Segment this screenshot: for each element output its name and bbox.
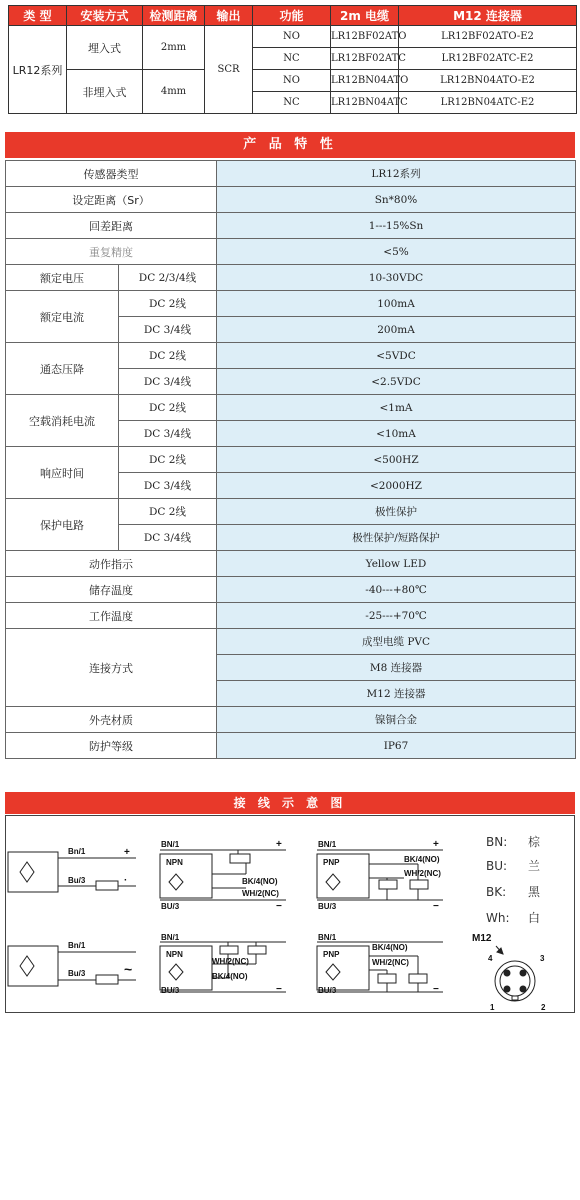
function-cell: NC (253, 48, 331, 70)
header-function: 功能 (253, 6, 331, 26)
prop-sub-label: DC 2线 (119, 447, 217, 473)
legend-code: Wh: (486, 911, 510, 925)
prop-value: LR12系列 (217, 161, 576, 187)
prop-value: M12 连接器 (217, 681, 576, 707)
ac-label: ~ (124, 961, 133, 977)
m12-model-cell: LR12BN04ATO-E2 (399, 70, 577, 92)
prop-value: <1mA (217, 395, 576, 421)
table-row (6, 213, 576, 239)
table-row (6, 499, 576, 525)
cable-model-cell: LR12BN04ATC (331, 92, 399, 114)
table-row (6, 187, 576, 213)
m12-connector-icon (495, 946, 535, 1001)
pnp-label: PNP (323, 950, 340, 959)
prop-sub-label: DC 3/4线 (119, 525, 217, 551)
function-cell: NO (253, 26, 331, 48)
prop-label: 空载消耗电流 (6, 395, 119, 447)
wire-label: BN/1 (318, 840, 337, 849)
prop-sub-label: DC 2线 (119, 499, 217, 525)
table-row (6, 161, 576, 187)
wire-label: BK/4(NO) (242, 877, 278, 886)
wire-label: BK/4(NO) (372, 943, 408, 952)
pin-number: 4 (488, 954, 493, 963)
legend-color: 兰 (528, 859, 541, 873)
wire-label: Bu/3 (68, 969, 86, 978)
prop-sub-label: DC 3/4线 (119, 421, 217, 447)
prop-value: M8 连接器 (217, 655, 576, 681)
prop-label: 重复精度 (6, 239, 217, 265)
prop-sub-label: DC 2线 (119, 291, 217, 317)
legend-color: 棕 (528, 835, 541, 849)
prop-value: 1---15%Sn (217, 213, 576, 239)
wire-label: BN/1 (161, 840, 180, 849)
prop-sub-label: DC 3/4线 (119, 317, 217, 343)
wire-label: Bu/3 (68, 876, 86, 885)
prop-label: 外壳材质 (6, 707, 217, 733)
npn-label: NPN (166, 950, 183, 959)
table-row (6, 629, 576, 655)
wire-label: BN/1 (318, 933, 337, 942)
prop-value: 极性保护 (217, 499, 576, 525)
table-row (6, 239, 576, 265)
wiring-title: 接 线 示 意 图 (5, 792, 575, 814)
prop-label: 储存温度 (6, 577, 217, 603)
distance-cell: 2mm (143, 26, 205, 70)
table-row (6, 733, 576, 759)
legend-color: 黑 (528, 885, 541, 899)
wire-label: WH/2(NC) (372, 958, 409, 967)
wire-label: BK/4(NO) (404, 855, 440, 864)
prop-label: 动作指示 (6, 551, 217, 577)
npn-label: NPN (166, 858, 183, 867)
model-table-header (9, 6, 577, 26)
cable-model-cell: LR12BF02ATC (331, 48, 399, 70)
prop-value: 200mA (217, 317, 576, 343)
properties-table (5, 160, 576, 759)
prop-sub-label: DC 3/4线 (119, 473, 217, 499)
output-cell: SCR (205, 26, 253, 114)
prop-label: 回差距离 (6, 213, 217, 239)
header-cable: 2m 电缆 (331, 6, 399, 26)
m12-model-cell: LR12BF02ATO-E2 (399, 26, 577, 48)
table-row (6, 343, 576, 369)
prop-value: 极性保护/短路保护 (217, 525, 576, 551)
wire-label: BU/3 (318, 986, 337, 995)
prop-value: Sn*80% (217, 187, 576, 213)
cable-model-cell: LR12BF02ATO (331, 26, 399, 48)
prop-label: 防护等级 (6, 733, 217, 759)
m12-model-cell: LR12BF02ATC-E2 (399, 48, 577, 70)
polarity-label: − (276, 984, 282, 995)
polarity-label: · (124, 875, 128, 886)
prop-sub-label: DC 3/4线 (119, 369, 217, 395)
prop-value: <5VDC (217, 343, 576, 369)
table-row (6, 551, 576, 577)
prop-value: <2000HZ (217, 473, 576, 499)
wire-label: BU/3 (161, 986, 180, 995)
prop-value: 10-30VDC (217, 265, 576, 291)
wire-label: WH/2(NC) (404, 869, 441, 878)
wire-label: WH/2(NC) (242, 889, 279, 898)
m12-model-cell: LR12BN04ATC-E2 (399, 92, 577, 114)
pin-number: 2 (541, 1003, 546, 1012)
wiring-diagrams (6, 816, 574, 1012)
prop-label: 连接方式 (6, 629, 217, 707)
table-row (6, 707, 576, 733)
table-row (6, 291, 576, 317)
prop-label: 额定电流 (6, 291, 119, 343)
prop-value: <500HZ (217, 447, 576, 473)
legend-color: 白 (528, 911, 541, 925)
prop-value: 镍铜合金 (217, 707, 576, 733)
header-m12: M12 连接器 (399, 6, 577, 26)
prop-sub-label: DC 2/3/4线 (119, 265, 217, 291)
pin-number: 1 (490, 1003, 495, 1012)
prop-label: 工作温度 (6, 603, 217, 629)
wiring-2wire-dc (8, 852, 136, 892)
prop-label: 设定距离（Sr） (6, 187, 217, 213)
wire-label: BN/1 (161, 933, 180, 942)
prop-value: -25---+70℃ (217, 603, 576, 629)
prop-value: -40---+80℃ (217, 577, 576, 603)
prop-value: <10mA (217, 421, 576, 447)
table-row (9, 70, 577, 92)
model-table (8, 5, 577, 114)
table-row (6, 395, 576, 421)
prop-value: IP67 (217, 733, 576, 759)
wire-label: BK/4(NO) (212, 972, 248, 981)
mount-cell: 非埋入式 (67, 70, 143, 114)
table-row (6, 577, 576, 603)
wire-label: BU/3 (318, 902, 337, 911)
polarity-label: − (433, 901, 439, 912)
prop-sub-label: DC 2线 (119, 395, 217, 421)
prop-label: 额定电压 (6, 265, 119, 291)
m12-label: M12 (472, 933, 492, 944)
function-cell: NO (253, 70, 331, 92)
properties-title: 产 品 特 性 (5, 132, 575, 158)
prop-value: <5% (217, 239, 576, 265)
table-row (6, 603, 576, 629)
polarity-label: + (124, 847, 130, 858)
prop-value: Yellow LED (217, 551, 576, 577)
prop-value: 100mA (217, 291, 576, 317)
cable-model-cell: LR12BN04ATO (331, 70, 399, 92)
legend-code: BK: (486, 885, 507, 899)
wire-label: Bn/1 (68, 847, 86, 856)
type-cell: LR12系列 (9, 26, 67, 114)
header-mount: 安装方式 (67, 6, 143, 26)
prop-value: <2.5VDC (217, 369, 576, 395)
header-output: 输出 (205, 6, 253, 26)
prop-sub-label: DC 2线 (119, 343, 217, 369)
prop-label: 响应时间 (6, 447, 119, 499)
prop-label: 保护电路 (6, 499, 119, 551)
polarity-label: + (433, 839, 439, 850)
legend-code: BU: (486, 859, 508, 873)
wire-label: WH/2(NC) (212, 957, 249, 966)
function-cell: NC (253, 92, 331, 114)
polarity-label: − (433, 984, 439, 995)
table-row (6, 447, 576, 473)
distance-cell: 4mm (143, 70, 205, 114)
table-row (6, 265, 576, 291)
wiring-diagram-panel (5, 815, 575, 1013)
header-distance: 检测距离 (143, 6, 205, 26)
mount-cell: 埋入式 (67, 26, 143, 70)
prop-label: 传感器类型 (6, 161, 217, 187)
polarity-label: + (276, 839, 282, 850)
table-row (9, 26, 577, 48)
prop-value: 成型电缆 PVC (217, 629, 576, 655)
prop-label: 通态压降 (6, 343, 119, 395)
legend-code: BN: (486, 835, 508, 849)
pin-number: 3 (540, 954, 545, 963)
polarity-label: − (276, 901, 282, 912)
wire-label: Bn/1 (68, 941, 86, 950)
header-type: 类 型 (9, 6, 67, 26)
pnp-label: PNP (323, 858, 340, 867)
wiring-2wire-ac (8, 946, 136, 986)
wire-label: BU/3 (161, 902, 180, 911)
